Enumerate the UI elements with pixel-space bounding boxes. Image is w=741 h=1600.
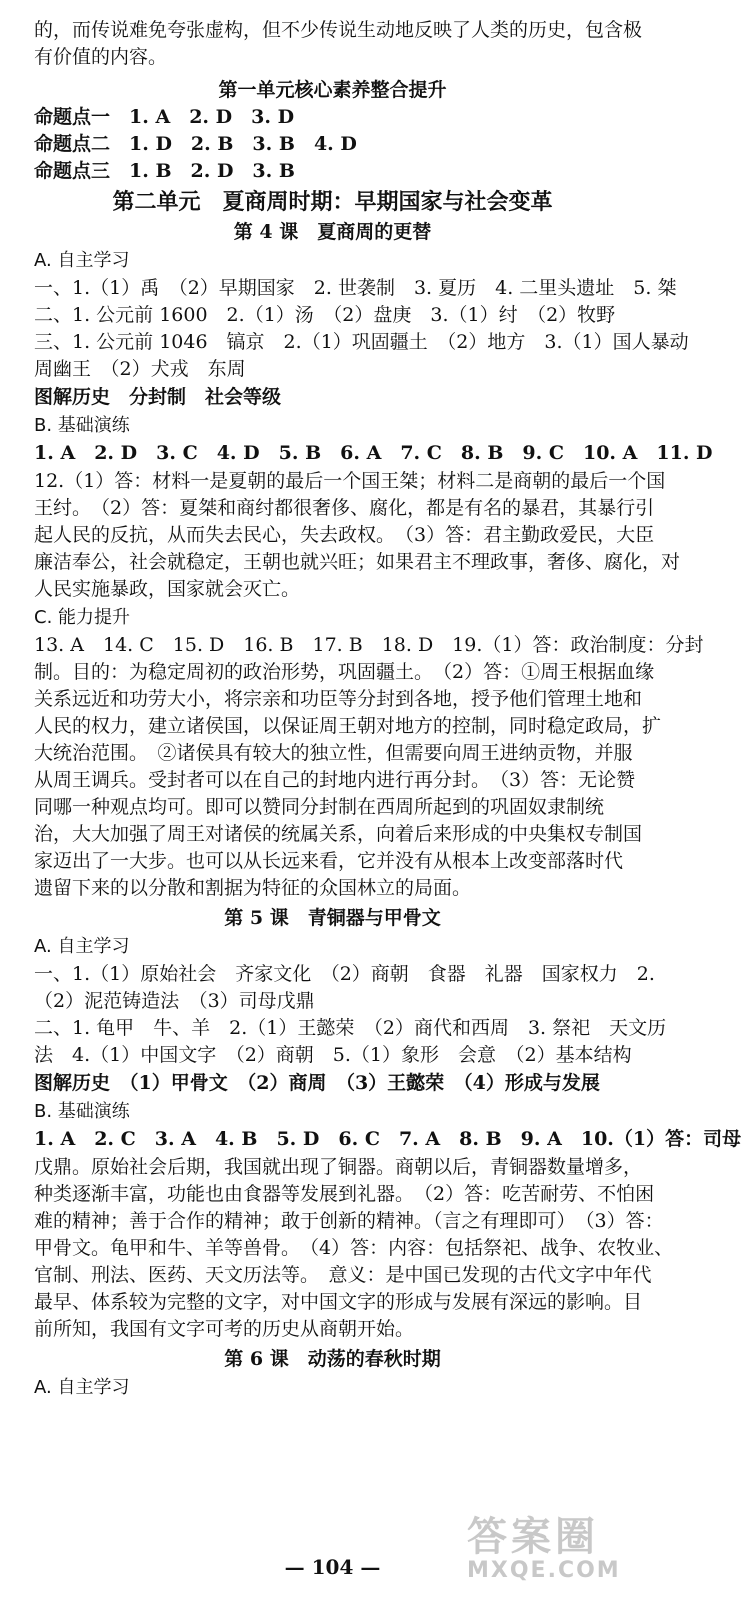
page-number: — 104 — <box>284 1555 381 1579</box>
text-line: 甲骨文。龟甲和牛、羊等兽骨。 （4）答：内容：包括祭祀、战争、农牧业、 <box>34 1237 674 1259</box>
answer-line: 二、1. 公元前 1600 2.（1）汤 （2）盘庚 3.（1）纣 （2）牧野 <box>34 304 616 326</box>
answer-line: 三、1. 公元前 1046 镐京 2.（1）巩固疆土 （2）地方 3.（1）国人暴动 <box>34 331 689 353</box>
text-line: 起人民的反抗，从而失去民心，失去政权。 （3）答：君主勤政爱民，大臣 <box>34 524 655 546</box>
answer-line: 法 4.（1）中国文字 （2）商朝 5.（1）象形 会意 （2）基本结构 <box>34 1044 632 1066</box>
text-line: 难的精神；善于合作的精神；敢于创新的精神。（言之有理即可） （3）答： <box>34 1210 664 1232</box>
text-line: 前所知，我国有文字可考的历史从商朝开始。 <box>34 1318 415 1340</box>
answer-line: 13. A 14. C 15. D 16. B 17. B 18. D 19.（1）答：政治制度：分封 <box>34 634 704 656</box>
text-line: 治，大大加强了周王对诸侯的统属关系，向着后来形成的中央集权专制国 <box>34 823 643 845</box>
answer-line: 命题点一 1. A 2. D 3. D <box>34 106 295 128</box>
unit-title: 第二单元 夏商周时期：早期国家与社会变革 <box>112 189 553 215</box>
answer-line: 命题点三 1. B 2. D 3. B <box>34 160 295 182</box>
text-line: 大统治范围。 ②诸侯具有较大的独立性，但需要向周王进纳贡物，并服 <box>34 742 633 764</box>
lesson-title: 第 5 课 青铜器与甲骨文 <box>224 907 441 929</box>
section-heading: C. 能力提升 <box>34 607 131 628</box>
section-heading: A. 自主学习 <box>34 250 130 271</box>
answer-line: 1. A 2. D 3. C 4. D 5. B 6. A 7. C 8. B 9. C 10. A 11. D <box>34 442 713 464</box>
text-line: 廉洁奉公，社会就稳定，王朝也就兴旺；如果君主不理政事，奢侈、腐化，对 <box>34 551 681 573</box>
answer-line: 周幽王 （2）犬戎 东周 <box>34 358 246 380</box>
text-line: 从周王调兵。受封者可以在自己的封地内进行再分封。 （3）答：无论赞 <box>34 769 636 791</box>
watermark-text-bottom: MXQE.COM <box>467 1558 621 1583</box>
text-line: 官制、刑法、医药、天文历法等。 意义：是中国已发现的古代文字中年代 <box>34 1264 652 1286</box>
text-line: 人民的权力，建立诸侯国，以保证周王朝对地方的控制，同时稳定政局，扩 <box>34 715 662 737</box>
text-line: 遗留下来的以分散和割据为特征的众国林立的局面。 <box>34 877 472 899</box>
section-heading: A. 自主学习 <box>34 936 130 957</box>
text-line: 同哪一种观点均可。即可以赞同分封制在西周所起到的巩固奴隶制统 <box>34 796 605 818</box>
section-heading: B. 基础演练 <box>34 415 130 436</box>
answer-line: 一、1.（1）原始社会 齐家文化 （2）商朝 食器 礼器 国家权力 2. <box>34 963 655 985</box>
text-line: 家迈出了一大步。也可以从长远来看，它并没有从根本上改变部落时代 <box>34 850 624 872</box>
answer-line: 命题点二 1. D 2. B 3. B 4. D <box>34 133 357 155</box>
watermark-text-top: 答案圈 <box>467 1514 599 1560</box>
answer-line: 二、1. 龟甲 牛、羊 2.（1）王懿荣 （2）商代和西周 3. 祭祀 天文历 <box>34 1017 667 1039</box>
answer-line: 一、1.（1）禹 （2）早期国家 2. 世袭制 3. 夏历 4. 二里头遗址 5. 桀 <box>34 277 677 299</box>
text-line: 的，而传说难免夸张虚构，但不少传说生动地反映了人类的历史，包含极 <box>34 19 643 41</box>
section-heading: A. 自主学习 <box>34 1377 130 1398</box>
lesson-title: 第 4 课 夏商周的更替 <box>233 221 432 243</box>
section-title: 第一单元核心素养整合提升 <box>218 79 447 101</box>
text-line: 最早、体系较为完整的文字，对中国文字的形成与发展有深远的影响。目 <box>34 1291 643 1313</box>
answer-line: 图解历史 （1）甲骨文 （2）商周 （3）王懿荣 （4）形成与发展 <box>34 1072 600 1094</box>
answer-line: 1. A 2. C 3. A 4. B 5. D 6. C 7. A 8. B 9. A 10.（1）答：司母 <box>34 1128 741 1150</box>
section-heading: B. 基础演练 <box>34 1101 130 1122</box>
lesson-title: 第 6 课 动荡的春秋时期 <box>224 1348 441 1370</box>
text-line: 制。目的：为稳定周初的政治形势，巩固疆土。 （2）答：①周王根据血缘 <box>34 661 655 683</box>
text-line: 关系远近和功劳大小，将宗亲和功臣等分封到各地，授予他们管理土地和 <box>34 688 643 710</box>
answer-line: 图解历史 分封制 社会等级 <box>34 386 282 408</box>
text-line: 有价值的内容。 <box>34 46 168 68</box>
watermark-logo <box>467 1505 657 1595</box>
answer-line: （2）泥范铸造法 （3）司母戊鼎 <box>34 990 315 1012</box>
text-line: 12.（1）答：材料一是夏朝的最后一个国王桀；材料二是商朝的最后一个国 <box>34 470 666 492</box>
text-line: 人民实施暴政，国家就会灭亡。 <box>34 578 301 600</box>
text-line: 王纣。 （2）答：夏桀和商纣都很奢侈、腐化，都是有名的暴君，其暴行引 <box>34 497 655 519</box>
text-line: 种类逐渐丰富，功能也由食器等发展到礼器。 （2）答：吃苦耐劳、不怕困 <box>34 1183 655 1205</box>
text-line: 戊鼎。原始社会后期，我国就出现了铜器。商朝以后，青铜器数量增多， <box>34 1156 643 1178</box>
